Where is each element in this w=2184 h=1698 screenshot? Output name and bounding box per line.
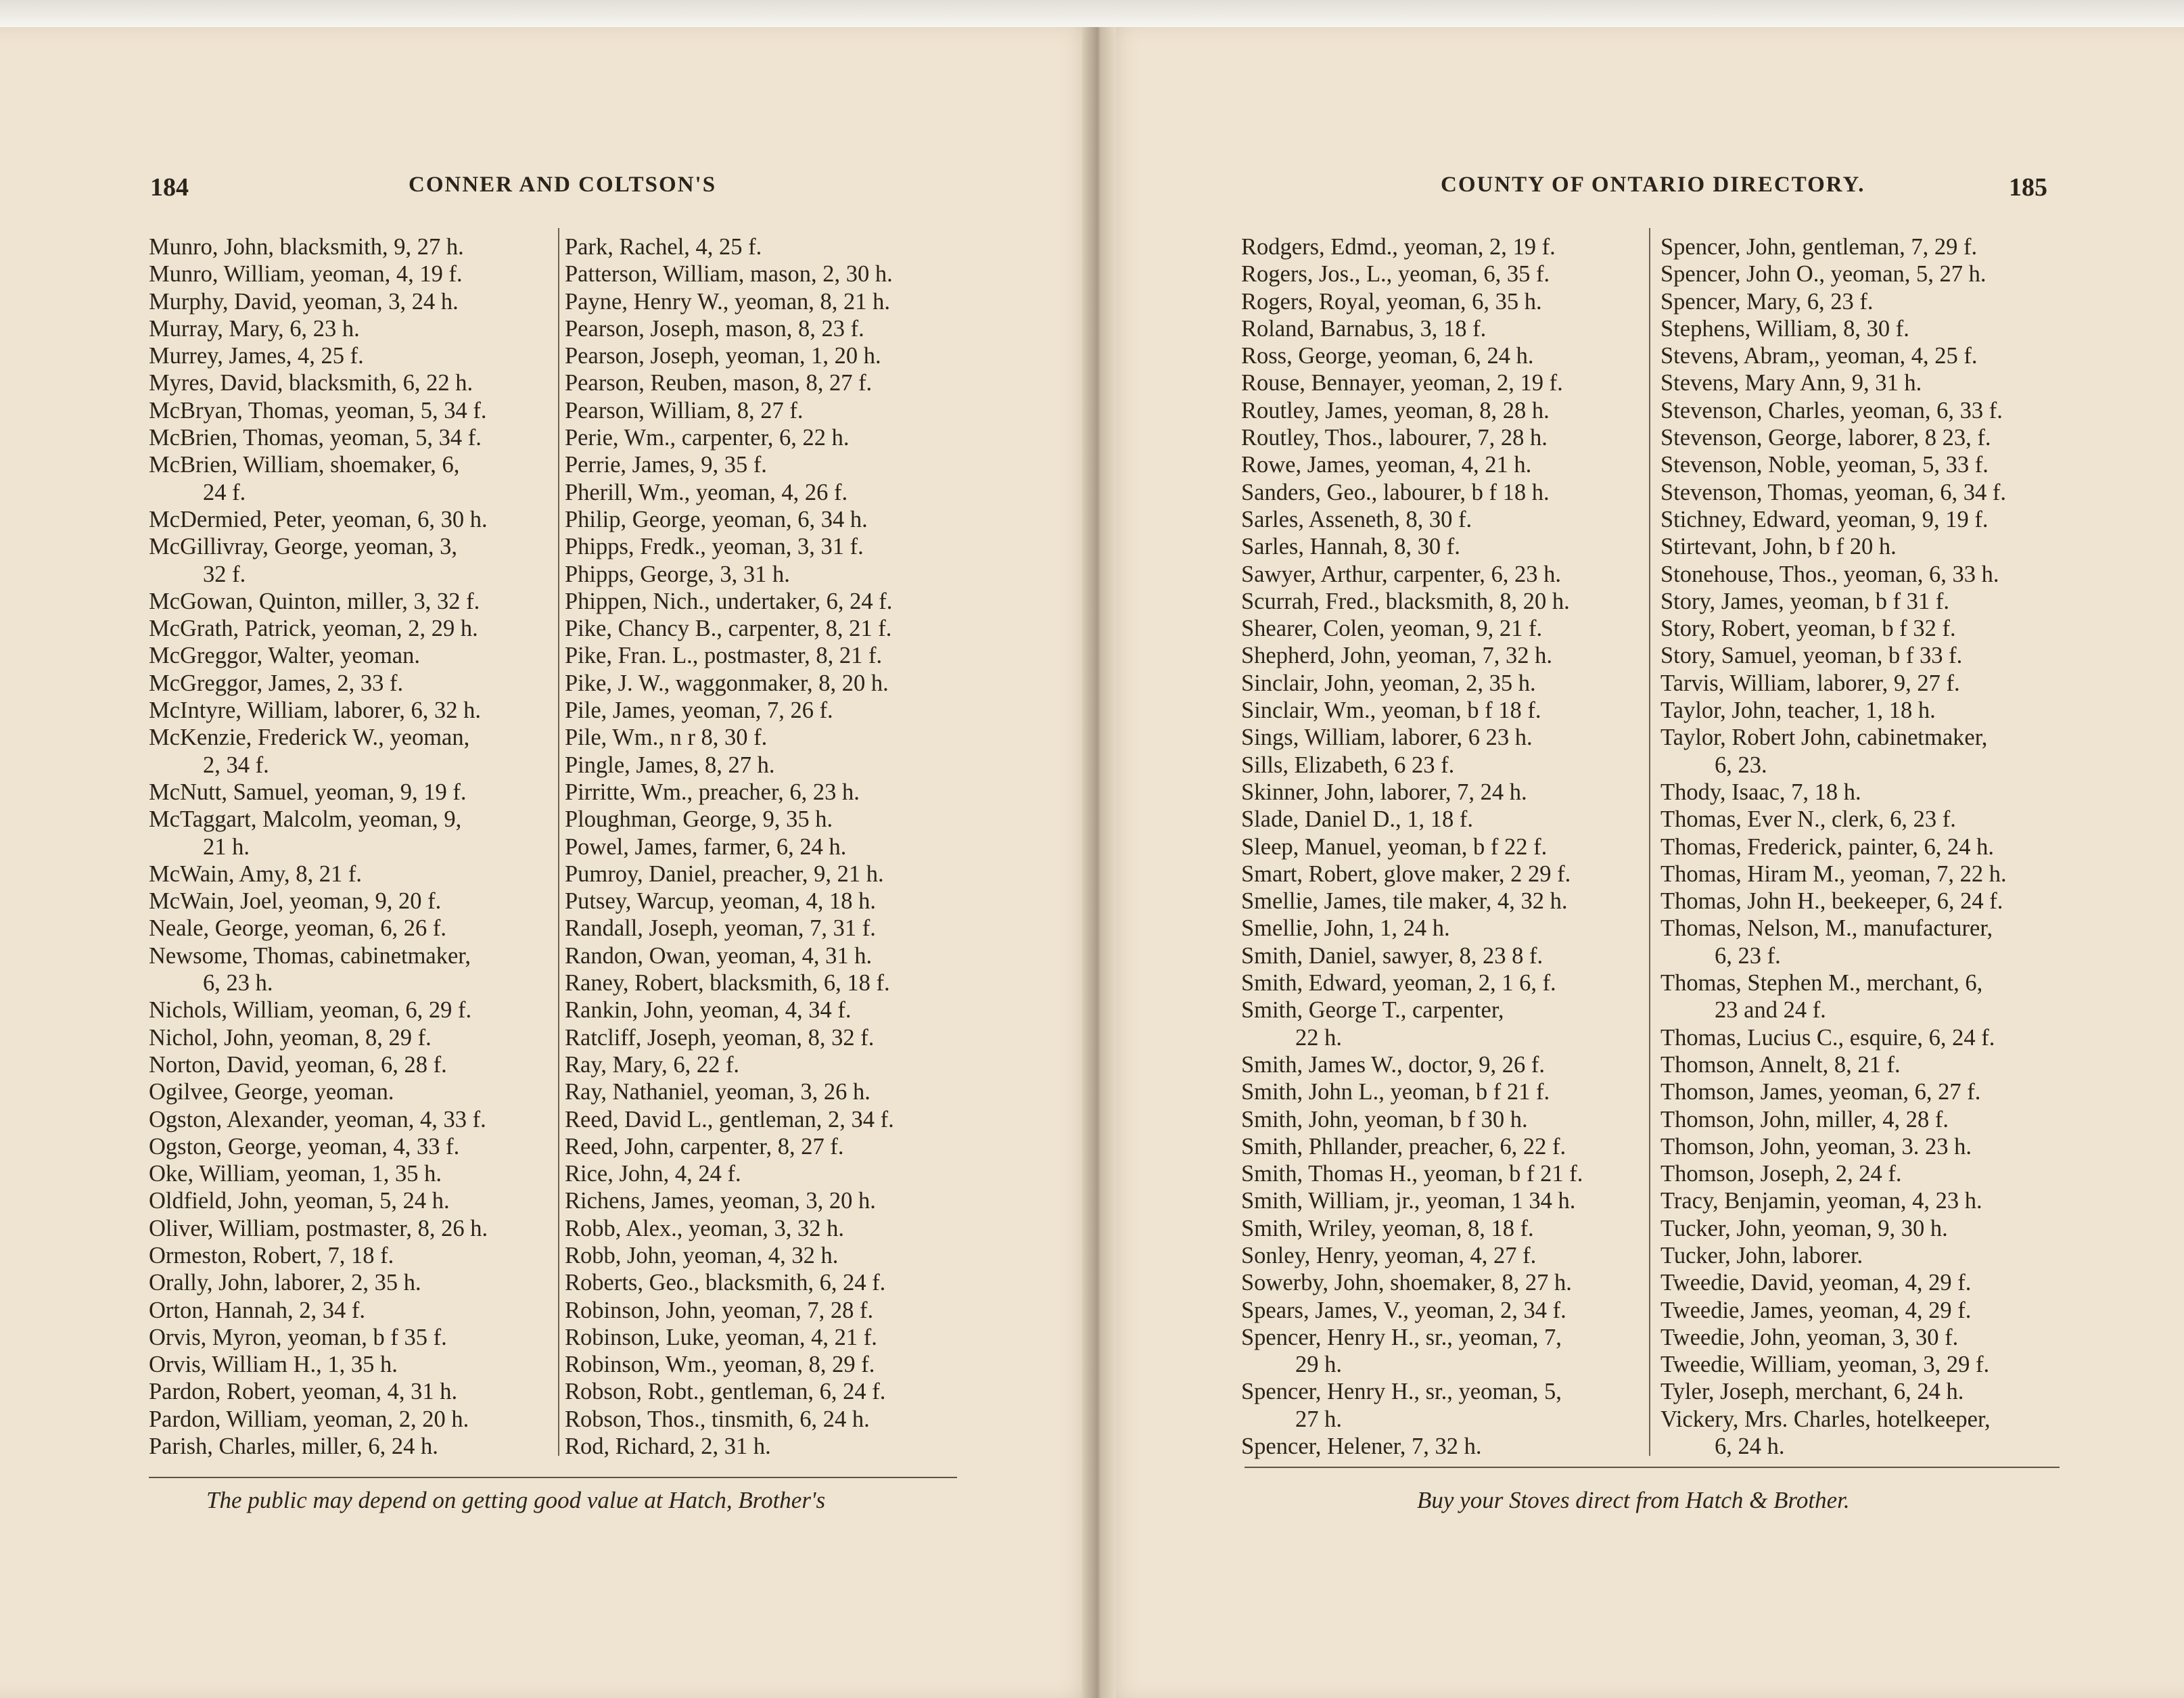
directory-entry: Thomas, Ever N., clerk, 6, 23 f. (1660, 806, 1956, 833)
directory-entry: Sanders, Geo., labourer, b f 18 h. (1241, 479, 1550, 505)
directory-entry: Randon, Owan, yeoman, 4, 31 h. (565, 942, 873, 969)
directory-entry: Philip, George, yeoman, 6, 34 h. (565, 506, 868, 532)
directory-entry: Smith, John, yeoman, b f 30 h. (1241, 1106, 1528, 1132)
directory-entry: McBryan, Thomas, yeoman, 5, 34 f. (149, 397, 487, 423)
directory-entry: Shearer, Colen, yeoman, 9, 21 f. (1241, 616, 1543, 642)
directory-entry: Smith, Phllander, preacher, 6, 22 f. (1241, 1133, 1566, 1160)
directory-entry: Phippen, Nich., undertaker, 6, 24 f. (565, 588, 893, 614)
directory-entry: Pirritte, Wm., preacher, 6, 23 h. (565, 779, 860, 805)
directory-entry: McGillivray, George, yeoman, 3, (149, 534, 458, 560)
directory-entry: Murray, Mary, 6, 23 h. (149, 315, 360, 342)
directory-entry: Stephens, William, 8, 30 f. (1660, 315, 1909, 342)
directory-entry: Pike, Fran. L., postmaster, 8, 21 f. (565, 643, 883, 669)
directory-entry: Pardon, Robert, yeoman, 4, 31 h. (149, 1379, 458, 1405)
directory-entry: McBrien, William, shoemaker, 6, (149, 452, 460, 478)
directory-entry: Newsome, Thomas, cabinetmaker, (149, 942, 471, 969)
directory-entry: Thomson, James, yeoman, 6, 27 f. (1660, 1079, 1981, 1105)
left-column-rule (558, 228, 559, 1456)
directory-entry: Robson, Robt., gentleman, 6, 24 f. (565, 1379, 886, 1405)
directory-entry: Tweedie, William, yeoman, 3, 29 f. (1660, 1352, 1990, 1378)
directory-entry: Story, Samuel, yeoman, b f 33 f. (1660, 643, 1963, 669)
directory-entry: McWain, Joel, yeoman, 9, 20 f. (149, 888, 442, 915)
directory-entry: Rouse, Bennayer, yeoman, 2, 19 f. (1241, 370, 1563, 396)
directory-entry: Robinson, Luke, yeoman, 4, 21 f. (565, 1324, 877, 1350)
directory-entry: Tucker, John, laborer. (1660, 1242, 1863, 1268)
directory-entry: Parish, Charles, miller, 6, 24 h. (149, 1433, 438, 1460)
directory-entry: Reed, John, carpenter, 8, 27 f. (565, 1133, 844, 1160)
directory-entry-continuation: 2, 34 f. (203, 752, 269, 778)
right-footer-rule (1245, 1467, 2060, 1468)
right-page-footer: Buy your Stoves direct from Hatch & Brother. (1417, 1487, 1850, 1513)
directory-entry: Ogilvee, George, yeoman. (149, 1079, 394, 1105)
right-column-rule (1649, 228, 1650, 1456)
directory-entry: Smellie, John, 1, 24 h. (1241, 915, 1450, 942)
directory-entry: Oldfield, John, yeoman, 5, 24 h. (149, 1188, 450, 1214)
directory-entry-continuation: 22 h. (1295, 1024, 1342, 1051)
directory-entry: Ploughman, George, 9, 35 h. (565, 806, 833, 833)
directory-entry: Thomas, Hiram M., yeoman, 7, 22 h. (1660, 861, 2007, 887)
directory-entry: McTaggart, Malcolm, yeoman, 9, (149, 806, 462, 833)
directory-entry: Murrey, James, 4, 25 f. (149, 343, 364, 369)
directory-entry: Pherill, Wm., yeoman, 4, 26 f. (565, 479, 848, 505)
directory-entry: Tyler, Joseph, merchant, 6, 24 h. (1660, 1379, 1964, 1405)
directory-entry: Spencer, Henry H., sr., yeoman, 7, (1241, 1324, 1562, 1350)
directory-entry: McGreggor, James, 2, 33 f. (149, 670, 404, 696)
directory-entry: McNutt, Samuel, yeoman, 9, 19 f. (149, 779, 467, 805)
directory-entry: Rod, Richard, 2, 31 h. (565, 1433, 771, 1460)
directory-entry: McGowan, Quinton, miller, 3, 32 f. (149, 588, 480, 614)
directory-entry: Nichols, William, yeoman, 6, 29 f. (149, 997, 472, 1024)
right-page-column-2 (1660, 233, 2007, 1460)
directory-entry: McIntyre, William, laborer, 6, 32 h. (149, 697, 481, 724)
right-page-column-1 (1241, 233, 1583, 1460)
directory-entry: Raney, Robert, blacksmith, 6, 18 f. (565, 970, 890, 996)
directory-entry: Stevenson, Thomas, yeoman, 6, 34 f. (1660, 479, 2007, 505)
directory-entry: Skinner, John, laborer, 7, 24 h. (1241, 779, 1527, 805)
directory-entry: Sowerby, John, shoemaker, 8, 27 h. (1241, 1270, 1572, 1296)
directory-entry: Payne, Henry W., yeoman, 8, 21 h. (565, 288, 891, 315)
directory-entry-continuation: 6, 23 f. (1715, 942, 1781, 969)
directory-entry: Rankin, John, yeoman, 4, 34 f. (565, 997, 852, 1024)
directory-entry: Robinson, Wm., yeoman, 8, 29 f. (565, 1352, 875, 1378)
directory-entry: Spears, James, V., yeoman, 2, 34 f. (1241, 1297, 1566, 1323)
directory-entry: Ratcliff, Joseph, yeoman, 8, 32 f. (565, 1024, 875, 1051)
directory-entry: Thomas, Lucius C., esquire, 6, 24 f. (1660, 1024, 1995, 1051)
directory-entry: Putsey, Warcup, yeoman, 4, 18 h. (565, 888, 877, 915)
directory-entry: Stichney, Edward, yeoman, 9, 19 f. (1660, 506, 1989, 532)
directory-entry: Stevenson, George, laborer, 8 23, f. (1660, 425, 1991, 451)
directory-entry: Munro, William, yeoman, 4, 19 f. (149, 261, 463, 288)
right-page-number: 185 (2009, 173, 2047, 202)
directory-entry: Ray, Mary, 6, 22 f. (565, 1051, 740, 1078)
directory-entry: Pearson, Joseph, yeoman, 1, 20 h. (565, 343, 881, 369)
directory-entry: Sarles, Hannah, 8, 30 f. (1241, 534, 1460, 560)
directory-entry: Stirtevant, John, b f 20 h. (1660, 534, 1897, 560)
page-top-edge (0, 0, 2184, 27)
directory-entry: Stevenson, Noble, yeoman, 5, 33 f. (1660, 452, 1989, 478)
directory-entry: Robb, John, yeoman, 4, 32 h. (565, 1242, 839, 1268)
directory-entry: Perrie, James, 9, 35 f. (565, 452, 767, 478)
directory-entry: Smith, John L., yeoman, b f 21 f. (1241, 1079, 1550, 1105)
directory-entry: Myres, David, blacksmith, 6, 22 h. (149, 370, 473, 396)
directory-entry: Rowe, James, yeoman, 4, 21 h. (1241, 452, 1532, 478)
directory-entry: Munro, John, blacksmith, 9, 27 h. (149, 234, 464, 260)
directory-entry: Smith, Edward, yeoman, 2, 1 6, f. (1241, 970, 1556, 996)
directory-entry: Thomson, John, miller, 4, 28 f. (1660, 1106, 1949, 1132)
directory-entry: Sings, William, laborer, 6 23 h. (1241, 725, 1533, 751)
directory-entry: Taylor, John, teacher, 1, 18 h. (1660, 697, 1936, 724)
directory-entry: Robb, Alex., yeoman, 3, 32 h. (565, 1215, 845, 1241)
directory-entry: Patterson, William, mason, 2, 30 h. (565, 261, 893, 288)
directory-entry: Pumroy, Daniel, preacher, 9, 21 h. (565, 861, 884, 887)
directory-entry: Robson, Thos., tinsmith, 6, 24 h. (565, 1406, 870, 1432)
directory-entry: McGrath, Patrick, yeoman, 2, 29 h. (149, 616, 478, 642)
directory-entry: Smith, William, jr., yeoman, 1 34 h. (1241, 1188, 1576, 1214)
directory-entry: Sleep, Manuel, yeoman, b f 22 f. (1241, 833, 1548, 860)
directory-entry: Smith, George T., carpenter, (1241, 997, 1504, 1024)
directory-entry: Tarvis, William, laborer, 9, 27 f. (1660, 670, 1960, 696)
directory-entry: Tweedie, John, yeoman, 3, 30 f. (1660, 1324, 1959, 1350)
directory-entry: Rogers, Royal, yeoman, 6, 35 h. (1241, 288, 1542, 315)
directory-entry: Tweedie, James, yeoman, 4, 29 f. (1660, 1297, 1972, 1323)
directory-entry: Tweedie, David, yeoman, 4, 29 f. (1660, 1270, 1972, 1296)
directory-entry: McDermied, Peter, yeoman, 6, 30 h. (149, 506, 488, 532)
directory-entry: Tucker, John, yeoman, 9, 30 h. (1660, 1215, 1948, 1241)
book-gutter (1082, 27, 1116, 1698)
directory-entry: Vickery, Mrs. Charles, hotelkeeper, (1660, 1406, 1991, 1432)
directory-entry: Stonehouse, Thos., yeoman, 6, 33 h. (1660, 561, 1999, 587)
directory-entry: Sonley, Henry, yeoman, 4, 27 f. (1241, 1242, 1537, 1268)
directory-entry-continuation: 6, 24 h. (1715, 1433, 1785, 1460)
directory-entry: Story, James, yeoman, b f 31 f. (1660, 588, 1950, 614)
directory-entry: Orvis, William H., 1, 35 h. (149, 1352, 398, 1378)
directory-entry: McBrien, Thomas, yeoman, 5, 34 f. (149, 425, 482, 451)
directory-entry: Roberts, Geo., blacksmith, 6, 24 f. (565, 1270, 886, 1296)
directory-entry: Smith, James W., doctor, 9, 26 f. (1241, 1051, 1546, 1078)
directory-entry: Smart, Robert, glove maker, 2 29 f. (1241, 861, 1571, 887)
directory-entry: Orally, John, laborer, 2, 35 h. (149, 1270, 421, 1296)
directory-entry: Thomas, John H., beekeeper, 6, 24 f. (1660, 888, 2003, 915)
directory-entry: Spencer, Henry H., sr., yeoman, 5, (1241, 1379, 1562, 1405)
directory-entry: Orvis, Myron, yeoman, b f 35 f. (149, 1324, 447, 1350)
directory-entry: Nichol, John, yeoman, 8, 29 f. (149, 1024, 432, 1051)
directory-entry: Sinclair, Wm., yeoman, b f 18 f. (1241, 697, 1541, 724)
directory-entry: Smith, Daniel, sawyer, 8, 23 8 f. (1241, 942, 1543, 969)
directory-entry-continuation: 29 h. (1295, 1352, 1342, 1378)
directory-entry: Pike, Chancy B., carpenter, 8, 21 f. (565, 616, 892, 642)
directory-entry: Rice, John, 4, 24 f. (565, 1161, 741, 1187)
directory-entry: Story, Robert, yeoman, b f 32 f. (1660, 616, 1956, 642)
left-page-column-1 (149, 233, 488, 1460)
directory-entry: Sarles, Asseneth, 8, 30 f. (1241, 506, 1472, 532)
directory-entry: Oke, William, yeoman, 1, 35 h. (149, 1161, 442, 1187)
directory-entry: Thody, Isaac, 7, 18 h. (1660, 779, 1861, 805)
directory-entry: Tracy, Benjamin, yeoman, 4, 23 h. (1660, 1188, 1982, 1214)
directory-entry-continuation: 6, 23 h. (203, 970, 273, 996)
directory-entry: Richens, James, yeoman, 3, 20 h. (565, 1188, 876, 1214)
directory-entry: Pearson, Joseph, mason, 8, 23 f. (565, 315, 864, 342)
directory-entry: Pingle, James, 8, 27 h. (565, 752, 775, 778)
directory-entry: Murphy, David, yeoman, 3, 24 h. (149, 288, 459, 315)
left-page-footer: The public may depend on getting good value at Hatch, Brother's (206, 1487, 826, 1513)
directory-entry: Oliver, William, postmaster, 8, 26 h. (149, 1215, 488, 1241)
directory-entry: Scurrah, Fred., blacksmith, 8, 20 h. (1241, 588, 1570, 614)
directory-entry: Ogston, George, yeoman, 4, 33 f. (149, 1133, 460, 1160)
directory-entry: Powel, James, farmer, 6, 24 h. (565, 833, 847, 860)
directory-entry: McWain, Amy, 8, 21 f. (149, 861, 363, 887)
directory-entry: Thomson, Annelt, 8, 21 f. (1660, 1051, 1901, 1078)
directory-entry: Spencer, John O., yeoman, 5, 27 h. (1660, 261, 1986, 288)
directory-entry: Ray, Nathaniel, yeoman, 3, 26 h. (565, 1079, 870, 1105)
directory-entry: Sills, Elizabeth, 6 23 f. (1241, 752, 1455, 778)
directory-entry: Randall, Joseph, yeoman, 7, 31 f. (565, 915, 876, 942)
left-page-number: 184 (150, 173, 189, 202)
directory-entry: Thomson, John, yeoman, 3. 23 h. (1660, 1133, 1972, 1160)
directory-entry: Roland, Barnabus, 3, 18 f. (1241, 315, 1487, 342)
left-page-column-2 (565, 233, 894, 1460)
directory-entry-continuation: 24 f. (203, 479, 246, 505)
directory-entry: Smellie, James, tile maker, 4, 32 h. (1241, 888, 1568, 915)
directory-entry: Robinson, John, yeoman, 7, 28 f. (565, 1297, 874, 1323)
directory-entry: Spencer, Mary, 6, 23 f. (1660, 288, 1874, 315)
left-running-head: CONNER AND COLTSON'S (409, 173, 717, 197)
directory-entry: McKenzie, Frederick W., yeoman, (149, 725, 470, 751)
directory-entry-continuation: 27 h. (1295, 1406, 1342, 1432)
directory-entry: Taylor, Robert John, cabinetmaker, (1660, 725, 1988, 751)
directory-entry: Routley, James, yeoman, 8, 28 h. (1241, 397, 1550, 423)
directory-entry: Reed, David L., gentleman, 2, 34 f. (565, 1106, 894, 1132)
directory-entry-continuation: 21 h. (203, 833, 250, 860)
directory-entry-continuation: 23 and 24 f. (1715, 997, 1826, 1024)
directory-entry: Pardon, William, yeoman, 2, 20 h. (149, 1406, 469, 1432)
directory-entry: Park, Rachel, 4, 25 f. (565, 234, 762, 260)
directory-entry: Ross, George, yeoman, 6, 24 h. (1241, 343, 1534, 369)
directory-entry: Neale, George, yeoman, 6, 26 f. (149, 915, 447, 942)
directory-entry: Thomas, Frederick, painter, 6, 24 h. (1660, 833, 1994, 860)
directory-entry: Rogers, Jos., L., yeoman, 6, 35 f. (1241, 261, 1550, 288)
directory-entry: Thomson, Joseph, 2, 24 f. (1660, 1161, 1902, 1187)
directory-entry: Norton, David, yeoman, 6, 28 f. (149, 1051, 447, 1078)
directory-entry: Thomas, Nelson, M., manufacturer, (1660, 915, 1993, 942)
directory-entry: Routley, Thos., labourer, 7, 28 h. (1241, 425, 1548, 451)
directory-entry: Ormeston, Robert, 7, 18 f. (149, 1242, 394, 1268)
left-footer-rule (149, 1477, 957, 1478)
directory-entry: Stevens, Abram,, yeoman, 4, 25 f. (1660, 343, 1978, 369)
directory-entry: Slade, Daniel D., 1, 18 f. (1241, 806, 1474, 833)
directory-entry: Rodgers, Edmd., yeoman, 2, 19 f. (1241, 234, 1556, 260)
directory-entry: Stevenson, Charles, yeoman, 6, 33 f. (1660, 397, 2003, 423)
directory-entry: Spencer, John, gentleman, 7, 29 f. (1660, 234, 1978, 260)
directory-entry: Thomas, Stephen M., merchant, 6, (1660, 970, 1983, 996)
directory-entry: Orton, Hannah, 2, 34 f. (149, 1297, 366, 1323)
directory-entry: McGreggor, Walter, yeoman. (149, 643, 420, 669)
directory-entry-continuation: 32 f. (203, 561, 246, 587)
directory-entry: Pearson, William, 8, 27 f. (565, 397, 804, 423)
directory-entry: Shepherd, John, yeoman, 7, 32 h. (1241, 643, 1552, 669)
directory-entry: Sawyer, Arthur, carpenter, 6, 23 h. (1241, 561, 1561, 587)
directory-entry: Spencer, Helener, 7, 32 h. (1241, 1433, 1482, 1460)
directory-entry: Ogston, Alexander, yeoman, 4, 33 f. (149, 1106, 486, 1132)
directory-entry: Pile, James, yeoman, 7, 26 f. (565, 697, 833, 724)
directory-entry: Stevens, Mary Ann, 9, 31 h. (1660, 370, 1922, 396)
directory-entry: Smith, Wriley, yeoman, 8, 18 f. (1241, 1215, 1534, 1241)
directory-entry: Sinclair, John, yeoman, 2, 35 h. (1241, 670, 1536, 696)
right-running-head: COUNTY OF ONTARIO DIRECTORY. (1441, 173, 1865, 197)
directory-entry: Pile, Wm., n r 8, 30 f. (565, 725, 768, 751)
directory-entry-continuation: 6, 23. (1715, 752, 1767, 778)
directory-entry: Phipps, Fredk., yeoman, 3, 31 f. (565, 534, 864, 560)
directory-entry: Smith, Thomas H., yeoman, b f 21 f. (1241, 1161, 1583, 1187)
directory-entry: Pike, J. W., waggonmaker, 8, 20 h. (565, 670, 889, 696)
directory-entry: Phipps, George, 3, 31 h. (565, 561, 790, 587)
directory-entry: Pearson, Reuben, mason, 8, 27 f. (565, 370, 873, 396)
directory-entry: Perie, Wm., carpenter, 6, 22 h. (565, 425, 850, 451)
